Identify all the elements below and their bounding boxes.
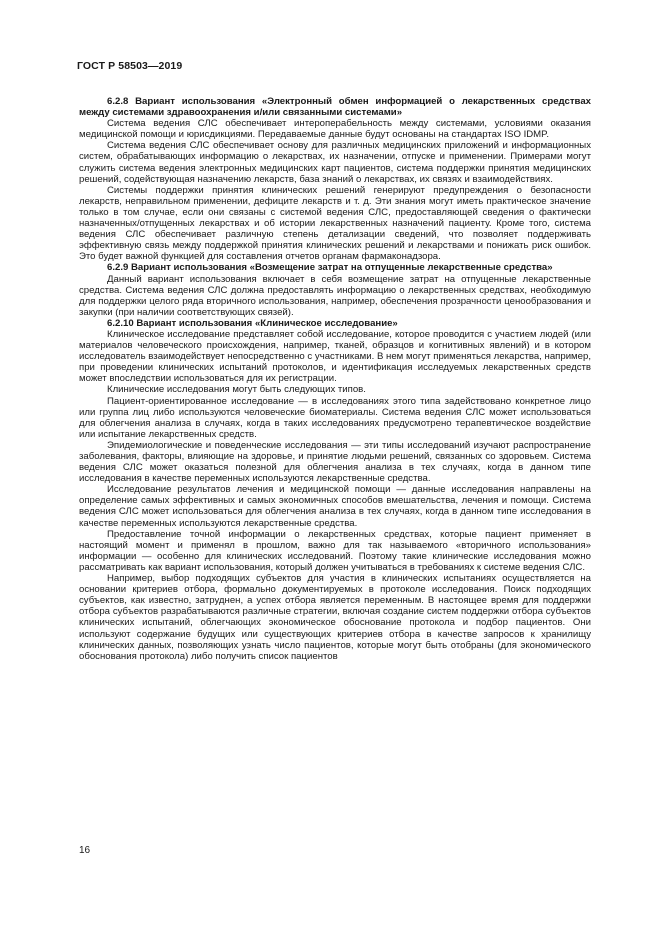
paragraph: Клинические исследования могут быть следующих типов. [107,384,366,396]
paragraph: Системы поддержки принятия клинических решений генерируют предупреждения о безопасности лекарств, неправильном применении, дефиците лекарств и т. д. Эти знания могут иметь практическое значение только в том случае, если они связаны с системой ведения СЛС, предоставляющей сведения о фактически назначенных/отпущенных лекарствах и об истории лекарственных назначений пациенту. Кроме того, система ведения СЛС обеспечивает различную степень детализации сведений, что позволяет поддерживать эффективную связь между поддержкой принятия клинических решений и лекарствами и понижать риск ошибок. Это будет важной функцией для составления отчетов органам фармаконадзора. [79,184,591,263]
paragraph: Пациент-ориентированное исследование — в исследованиях этого типа задействовано конкретное лицо или группа лиц либо используются человеческие биоматериалы. Система ведения СЛС может использоваться для облегчения анализа в случаях, когда в таких исследованиях предусмотрено терапевтическое воздействие или испытание лекарственных средств. [79,395,591,440]
paragraph: Например, выбор подходящих субъектов для участия в клинических испытаниях осуществляется на основании критериев отбора, формально документируемых в протоколе исследования. Поиск подходящих субъектов, как известно, затруднен, а успех отбора является переменным. В настоящее время для поддержки отбора субъектов разрабатываются различные стратегии, включая создание систем поддержки отбора субъектов клинических испытаний, облегчающих экономическое обоснование протокола и подбор пациентов. Они используют содержание будущих или существующих критериев отбора в качестве запросов к хранилищу клинических данных, позволяющих узнать число пациентов, которые могут быть отобраны (для экономического обоснования протокола) либо получить список пациентов [79,573,591,662]
paragraph: Система ведения СЛС обеспечивает интероперабельность между системами, условиями оказания медицинской помощи и юрисдикциями. Передаваемые данные будут основаны на стандартах ISO IDMP. [79,118,591,141]
section-heading-6-2-9: 6.2.9 Вариант использования «Возмещение затрат на отпущенные лекарственные средства» [107,262,553,274]
paragraph: Предоставление точной информации о лекарственных средствах, которые пациент применяет в настоящий момент и применял в прошлом, важно для так называемого «вторичного использования» информации — особенно для клинических исследований. Поэтому такие клинические исследования можно рассматривать как вариант использования, который должен учитываться в требованиях к системе ведения СЛС. [79,528,591,573]
document-body [79,96,591,662]
paragraph: Данный вариант использования включает в себя возмещение затрат на отпущенные лекарственные средства. Система ведения СЛС должна предоставлять информацию о лекарственных средствах, необходимую для поддержки целого ряда вторичного использования, например, обеспечения прозрачности ценообразования и закупки (при наличии соответствующих связей). [79,273,591,318]
paragraph: Эпидемиологические и поведенческие исследования — эти типы исследований изучают распространение заболевания, факторы, влияющие на здоровье, и принятие людьми решений, связанных со здоровьем. Система ведения СЛС может оказаться полезной для облегчения анализа в тех случаях, когда в данном типе исследования в качестве переменных используются лекарственные средства. [79,439,591,485]
paragraph: Клиническое исследование представляет собой исследование, которое проводится с участием людей (или материалов человеческого происхождения, например, тканей, образцов и когнитивных явлений) и в котором исследователь взаимодействует непосредственно с участниками. В нем могут применяться лекарства, например, при проведении клинических испытаний протоколов, и идентификация исследуемых лекарственных средств может впоследствии использоваться для их регистрации. [79,328,591,385]
paragraph: Система ведения СЛС обеспечивает основу для различных медицинских приложений и информационных систем, обрабатывающих информацию о лекарствах, их назначении, отпуске и применении. Примерами могут служить система ведения электронных медицинских карт пациентов, система поддержки принятия медицинских решений, содействующая назначению лекарств, база знаний о лекарствах, их связях и взаимодействиях. [79,140,591,185]
section-heading-6-2-10: 6.2.10 Вариант использования «Клиническое исследование» [107,317,398,329]
page-number: 16 [79,845,91,856]
paragraph: Исследование результатов лечения и медицинской помощи — данные исследования направлены на определение самых эффективных и самых экономичных способов вмешательства, лечения и помощи. Система ведения СЛС может использоваться для облегчения анализа в тех случаях, когда в данном типе исследования в качестве переменных используются лекарственные средства. [79,484,591,529]
document-header: ГОСТ Р 58503—2019 [77,60,183,72]
section-heading-6-2-8: 6.2.8 Вариант использования «Электронный обмен информацией о лекарственных средствах между системами здравоохранения и/или связанными системами» [79,96,591,119]
